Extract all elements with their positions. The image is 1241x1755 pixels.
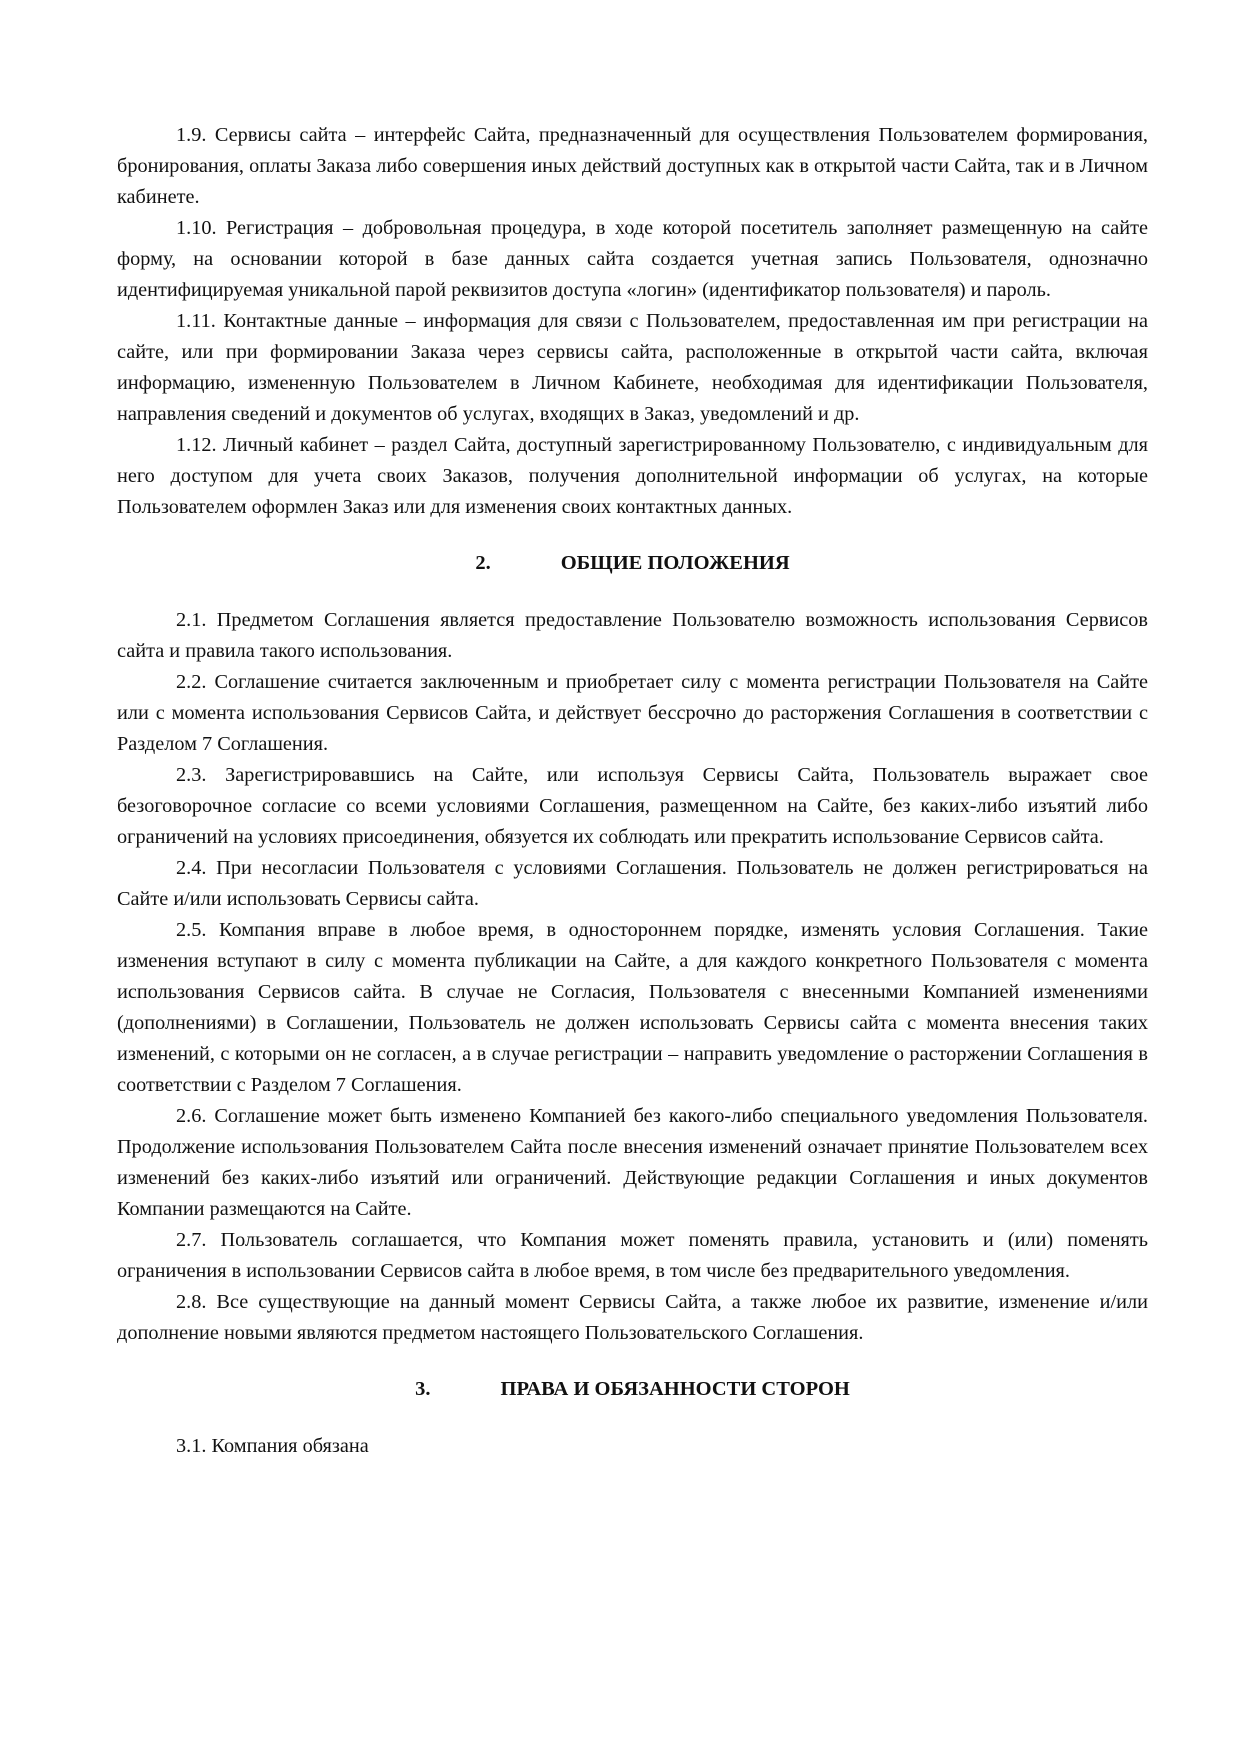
clause-2-3 bbox=[117, 760, 1148, 853]
clause-text: Пользователь соглашается, что Компания может поменять правила, установить и (или) поменять ограничения в использовании Сервисов сайта в любое время, в том числе без предварительного уведомления. bbox=[117, 1229, 1148, 1282]
clause-number: 1.9. bbox=[176, 124, 207, 146]
clause-2-5 bbox=[117, 915, 1148, 1101]
clause-1-11 bbox=[117, 306, 1148, 430]
clause-2-6 bbox=[117, 1101, 1148, 1225]
clause-2-2 bbox=[117, 667, 1148, 760]
document-page bbox=[117, 120, 1148, 1462]
clause-1-10 bbox=[117, 213, 1148, 306]
clause-text: Контактные данные – информация для связи с Пользователем, предоставленная им при регистрации на сайте, или при формировании Заказа через сервисы сайта, расположенные в открытой части сайта, включая информацию, измененную Пользователем в Личном Кабинете, необходимая для идентификации Пользователя, направления сведений и документов об услугах, входящих в Заказ, уведомлений и др. bbox=[117, 310, 1148, 425]
section-title: ОБЩИЕ ПОЛОЖЕНИЯ bbox=[560, 552, 790, 574]
clause-text: Компания вправе в любое время, в одностороннем порядке, изменять условия Соглашения. Такие изменения вступают в силу с момента публикации на Сайте, а для каждого конкретного Пользователя с момента использования Сервисов сайта. В случае не Согласия, Пользователя с внесенными Компанией изменениями (дополнениями) в Соглашении, Пользователь не должен использовать Сервисы сайта с момента внесения таких изменений, с которыми он не согласен, а в случае регистрации – направить уведомление о расторжении Соглашения в соответствии с Разделом 7 Соглашения. bbox=[117, 919, 1148, 1096]
clause-1-12 bbox=[117, 430, 1148, 523]
section-title: ПРАВА И ОБЯЗАННОСТИ СТОРОН bbox=[500, 1378, 850, 1400]
clause-1-9 bbox=[117, 120, 1148, 213]
clause-text: Зарегистрировавшись на Сайте, или используя Сервисы Сайта, Пользователь выражает свое безоговорочное согласие со всеми условиями Соглашения, размещенном на Сайте, без каких-либо изъятий либо ограничений на условиях присоединения, обязуется их соблюдать или прекратить использование Сервисов сайта. bbox=[117, 764, 1148, 848]
clause-text: Регистрация – добровольная процедура, в ходе которой посетитель заполняет размещенную на сайте форму, на основании которой в базе данных сайта создается учетная запись Пользователя, однозначно идентифицируемая уникальной парой реквизитов доступа «логин» (идентификатор пользователя) и пароль. bbox=[117, 217, 1148, 301]
clause-number: 2.7. bbox=[176, 1229, 207, 1251]
section-3-heading bbox=[117, 1374, 1148, 1405]
clause-text: Все существующие на данный момент Сервисы Сайта, а также любое их развитие, изменение и/или дополнение новыми являются предметом настоящего Пользовательского Соглашения. bbox=[117, 1291, 1148, 1344]
clause-number: 2.2. bbox=[176, 671, 207, 693]
clause-number: 2.5. bbox=[176, 919, 207, 941]
clause-2-4 bbox=[117, 853, 1148, 915]
clause-text: Соглашение может быть изменено Компанией без какого-либо специального уведомления Пользователя. Продолжение использования Пользователем Сайта после внесения изменений означает принятие Пользователем всех изменений без каких-либо изъятий или ограничений. Действующие редакции Соглашения и иных документов Компании размещаются на Сайте. bbox=[117, 1105, 1149, 1220]
section-3-clauses bbox=[117, 1431, 1148, 1462]
clause-2-8 bbox=[117, 1287, 1148, 1349]
clause-number: 2.6. bbox=[176, 1105, 207, 1127]
clause-number: 1.10. bbox=[176, 217, 217, 239]
clause-number: 3.1. bbox=[176, 1435, 207, 1457]
clause-number: 1.11. bbox=[176, 310, 216, 332]
clause-number: 2.8. bbox=[176, 1291, 207, 1313]
clause-text: При несогласии Пользователя с условиями Соглашения. Пользователь не должен регистрироваться на Сайте и/или использовать Сервисы сайта. bbox=[117, 857, 1148, 910]
clause-text: Соглашение считается заключенным и приобретает силу с момента регистрации Пользователя на Сайте или с момента использования Сервисов Сайта, и действует бессрочно до расторжения Соглашения в соответствии с Разделом 7 Соглашения. bbox=[117, 671, 1148, 755]
clause-text: Предметом Соглашения является предоставление Пользователю возможность использования Сервисов сайта и правила такого использования. bbox=[117, 609, 1148, 662]
clause-2-7 bbox=[117, 1225, 1148, 1287]
clause-text: Сервисы сайта – интерфейс Сайта, предназначенный для осуществления Пользователем формирования, бронирования, оплаты Заказа либо совершения иных действий доступных как в открытой части Сайта, так и в Личном кабинете. bbox=[117, 124, 1148, 208]
clause-2-1 bbox=[117, 605, 1148, 667]
section-number: 3. bbox=[415, 1378, 431, 1400]
section-number: 2. bbox=[475, 552, 491, 574]
terms-list bbox=[117, 120, 1148, 523]
clause-text: Личный кабинет – раздел Сайта, доступный зарегистрированному Пользователю, с индивидуальным для него доступом для учета своих Заказов, получения дополнительной информации об услугах, на которые Пользователем оформлен Заказ или для изменения своих контактных данных. bbox=[117, 434, 1148, 518]
clause-3-1 bbox=[117, 1431, 1148, 1462]
clause-number: 2.4. bbox=[176, 857, 207, 879]
clause-number: 1.12. bbox=[176, 434, 217, 456]
clause-number: 2.1. bbox=[176, 609, 207, 631]
section-2-heading bbox=[117, 548, 1148, 579]
section-2-clauses bbox=[117, 605, 1148, 1349]
clause-text: Компания обязана bbox=[211, 1435, 369, 1457]
clause-number: 2.3. bbox=[176, 764, 207, 786]
